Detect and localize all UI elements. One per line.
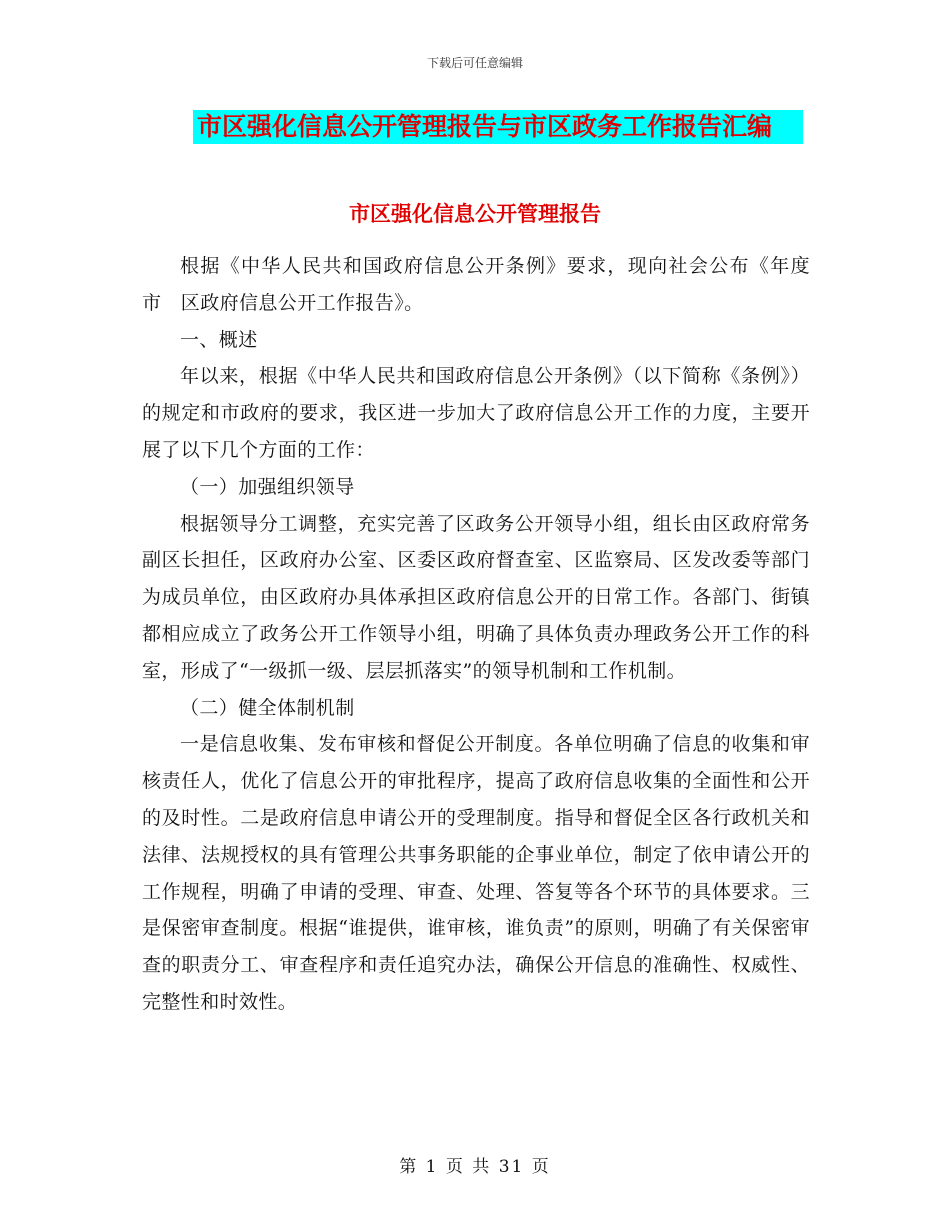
- subsection-heading-mechanism: （二）健全体制机制: [180, 696, 355, 719]
- page-number-footer: 第 1 页 共 31 页: [399, 1157, 551, 1177]
- subsection-heading-leadership: （一）加强组织领导: [180, 475, 355, 498]
- header-note: 下载后可任意编辑: [426, 56, 523, 70]
- section-heading-overview: 一、概述: [180, 328, 258, 351]
- intro-paragraph: 根据《中华人民共和国政府信息公开条例》要求，现向社会公布《年度 市 区政府信息公开工作报告》。: [142, 255, 830, 314]
- document-body: [142, 248, 830, 1021]
- report-title: 市区强化信息公开管理报告: [349, 201, 601, 226]
- overview-paragraph: 年以来，根据《中华人民共和国政府信息公开条例》（以下简称《条例》）的规定和市政府的要求，我区进一步加大了政府信息公开工作的力度，主要开展了以下几个方面的工作：: [142, 365, 810, 461]
- leadership-paragraph: 根据领导分工调整，充实完善了区政务公开领导小组，组长由区政府常务副区长担任，区政府办公室、区委区政府督查室、区监察局、区发改委等部门为成员单位，由区政府办具体承担区政府信息公开的日常工作。各部门、街镇都相应成立了政务公开工作领导小组，明确了具体负责办理政务公开工作的科室，形成了“一级抓一级、层层抓落实”的领导机制和工作机制。: [142, 512, 810, 682]
- document-main-title: 市区强化信息公开管理报告与市区政务工作报告汇编: [193, 110, 803, 144]
- mechanism-paragraph: 一是信息收集、发布审核和督促公开制度。各单位明确了信息的收集和审核责任人，优化了信息公开的审批程序，提高了政府信息收集的全面性和公开的及时性。二是政府信息申请公开的受理制度。指导和督促全区各行政机关和法律、法规授权的具有管理公共事务职能的企事业单位，制定了依申请公开的工作规程，明确了申请的受理、审查、处理、答复等各个环节的具体要求。三是保密审查制度。根据“谁提供，谁审核，谁负责”的原则，明确了有关保密审查的职责分工、审查程序和责任追究办法，确保公开信息的准确性、权威性、完整性和时效性。: [142, 733, 810, 1013]
